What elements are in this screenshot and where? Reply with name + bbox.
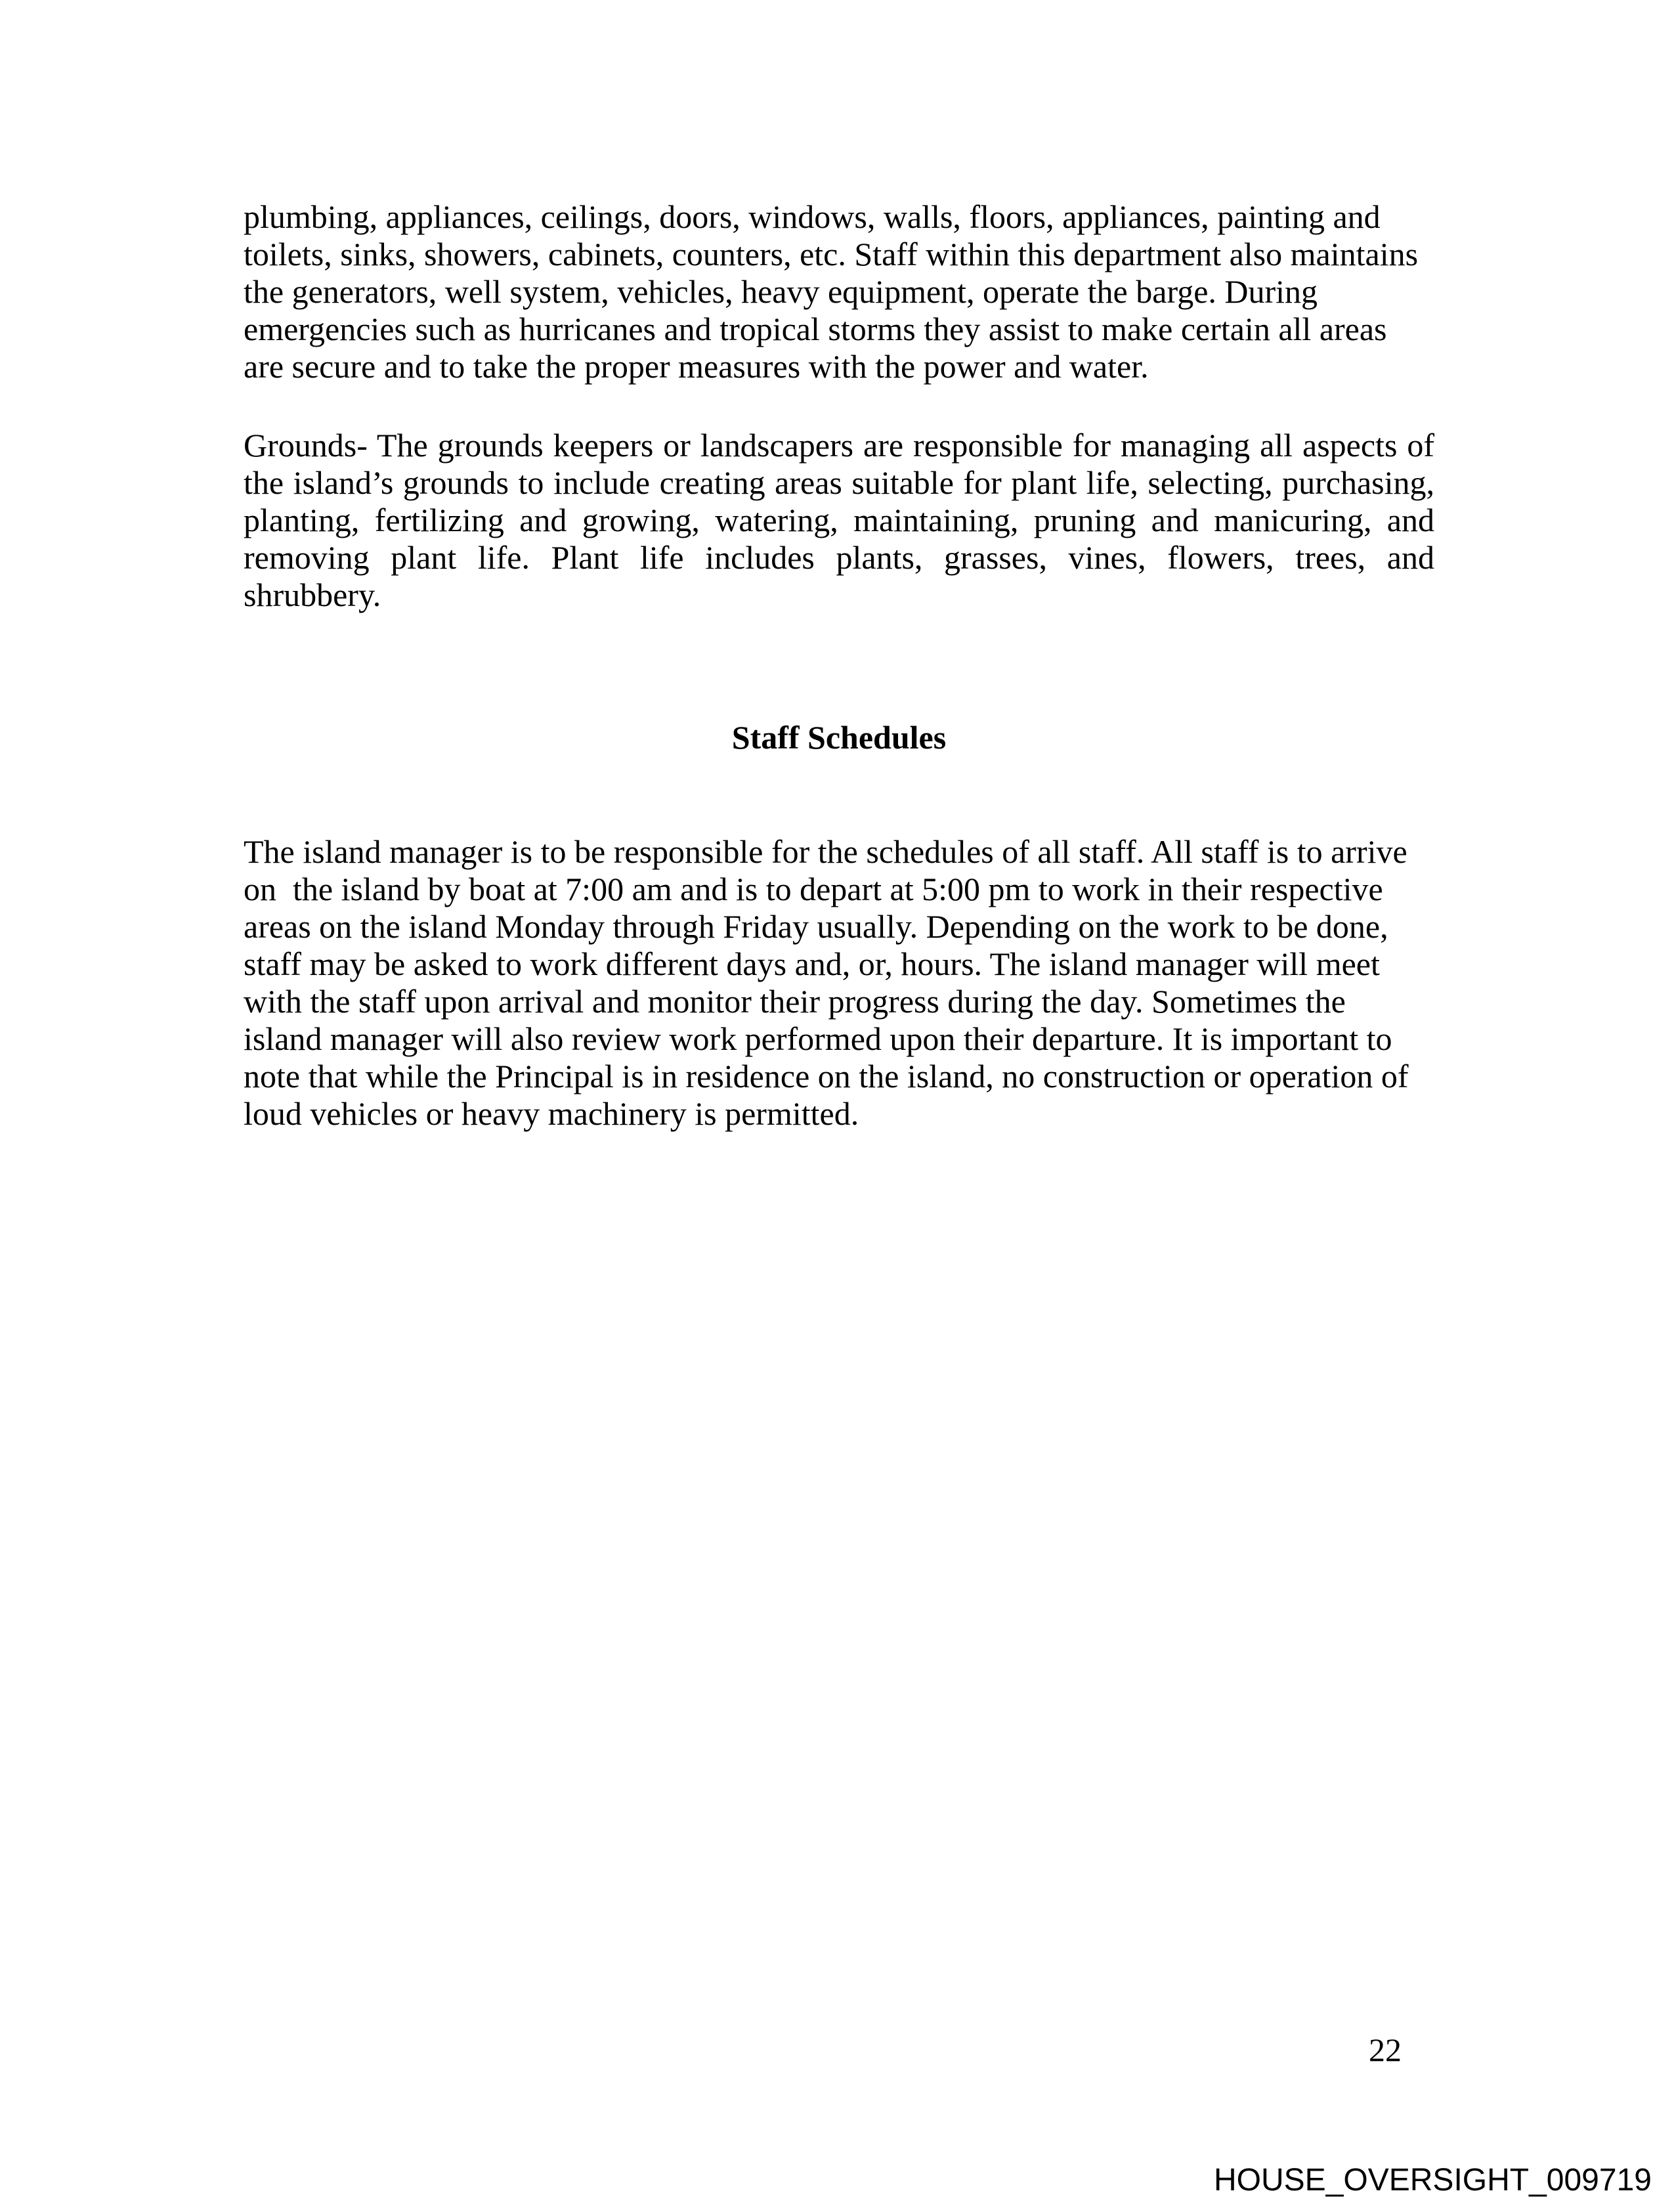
text-line: island manager will also review work performed upon their departure. It is important to xyxy=(244,1020,1392,1057)
text-line: staff may be asked to work different days and, or, hours. The island manager will meet xyxy=(244,945,1380,982)
text-line: with the staff upon arrival and monitor their progress during the day. Sometimes the xyxy=(244,983,1346,1020)
text-line: shrubbery. xyxy=(244,576,381,613)
text-line: areas on the island Monday through Friday usually. Depending on the work to be done, xyxy=(244,908,1388,945)
text-line: are secure and to take the proper measures with the power and water. xyxy=(244,348,1149,385)
paragraph-maintenance xyxy=(244,198,1434,385)
text-line: emergencies such as hurricanes and tropical storms they assist to make certain all areas xyxy=(244,311,1387,347)
paragraph-staff-schedules xyxy=(244,833,1434,1133)
bates-stamp: HOUSE_OVERSIGHT_009719 xyxy=(1214,2163,1652,2198)
text-line: plumbing, appliances, ceilings, doors, windows, walls, floors, appliances, painting and xyxy=(244,198,1381,235)
text-line: the island’s grounds to include creating areas suitable for plant life, selecting, purchasing, xyxy=(244,464,1434,501)
text-line: The island manager is to be responsible for the schedules of all staff. All staff is to arrive xyxy=(244,833,1407,870)
text-line: toilets, sinks, showers, cabinets, counters, etc. Staff within this department also maintains xyxy=(244,236,1419,272)
section-heading: Staff Schedules xyxy=(731,719,947,756)
text-line: loud vehicles or heavy machinery is permitted. xyxy=(244,1095,859,1132)
text-line: removing plant life. Plant life includes plants, grasses, vines, flowers, trees, and xyxy=(244,539,1434,576)
text-line: planting, fertilizing and growing, watering, maintaining, pruning and manicuring, and xyxy=(244,502,1434,538)
page-number: 22 xyxy=(1369,2031,1402,2068)
text-line: the generators, well system, vehicles, heavy equipment, operate the barge. During xyxy=(244,273,1318,310)
paragraph-grounds xyxy=(244,427,1434,614)
text-line: on the island by boat at 7:00 am and is to depart at 5:00 pm to work in their respective xyxy=(244,871,1383,907)
text-line: Grounds- The grounds keepers or landscapers are responsible for managing all aspects of xyxy=(244,427,1434,464)
text-line: note that while the Principal is in residence on the island, no construction or operation of xyxy=(244,1058,1409,1095)
